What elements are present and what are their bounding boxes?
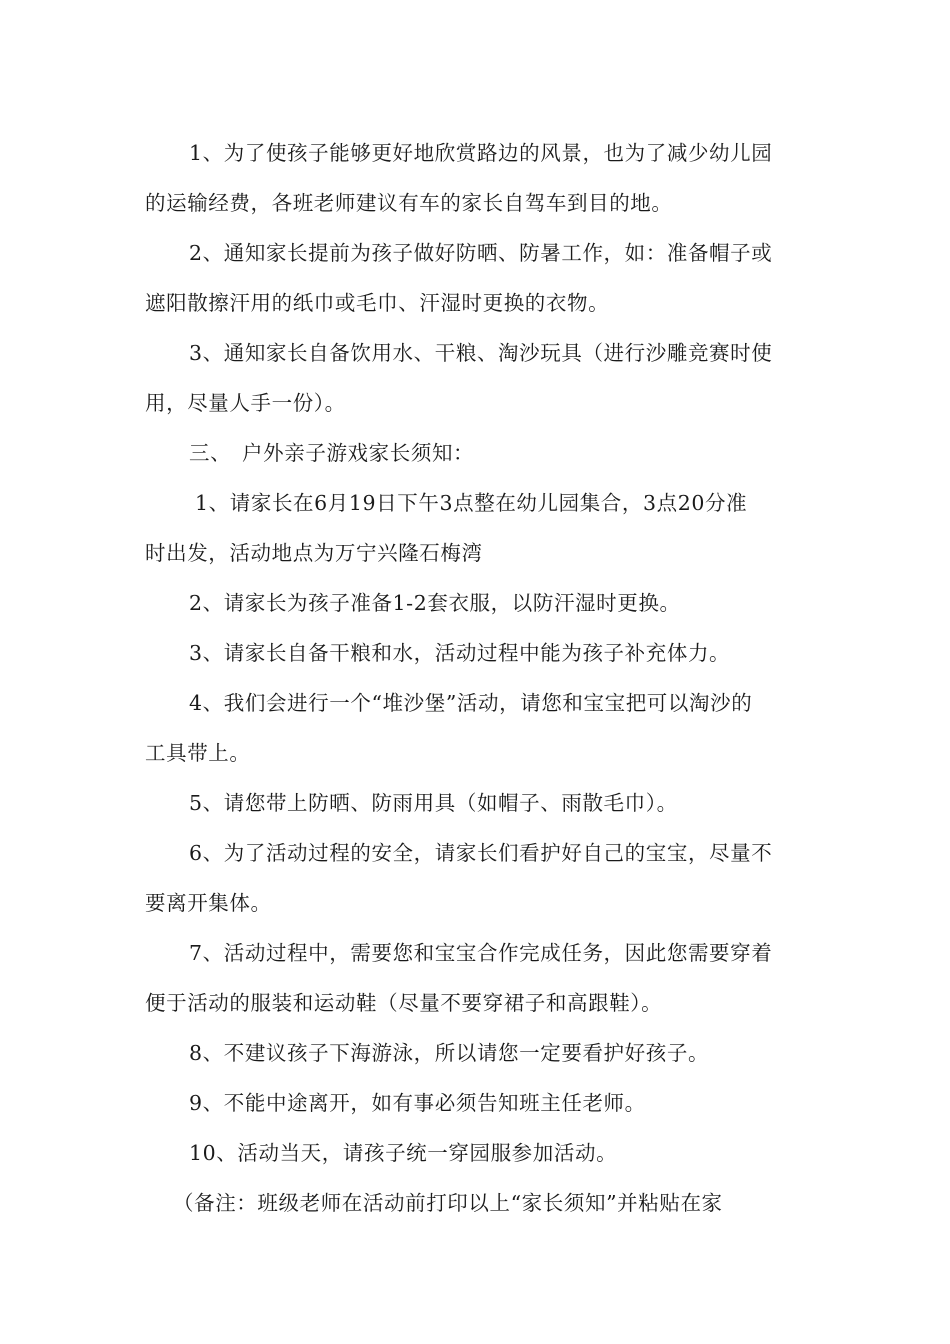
paragraph-line: 10、活动当天，请孩子统一穿园服参加活动。: [189, 1141, 618, 1165]
paragraph-line: 9、不能中途离开，如有事必须告知班主任老师。: [189, 1091, 646, 1115]
paragraph-line: 的运输经费，各班老师建议有车的家长自驾车到目的地。: [145, 191, 673, 215]
paragraph-3: [145, 328, 810, 428]
paragraph-5: [145, 478, 810, 578]
paragraph-line: （备注：班级老师在活动前打印以上“家长须知”并粘贴在家: [173, 1191, 723, 1215]
paragraph-13: [145, 1078, 810, 1128]
paragraph-10: [145, 828, 810, 928]
paragraph-11: [145, 928, 810, 1028]
paragraph-9: [145, 778, 810, 828]
paragraph-15: [145, 1178, 810, 1228]
paragraph-line: 1、为了使孩子能够更好地欣赏路边的风景，也为了减少幼儿园: [189, 141, 773, 165]
paragraph-line: 4、我们会进行一个“堆沙堡”活动，请您和宝宝把可以淘沙的: [189, 691, 753, 715]
paragraph-line: 3、请家长自备干粮和水，活动过程中能为孩子补充体力。: [189, 641, 731, 665]
paragraph-line: 2、请家长为孩子准备1-2套衣服，以防汗湿时更换。: [189, 591, 681, 615]
paragraph-line: 时出发，活动地点为万宁兴隆石梅湾: [145, 541, 483, 565]
paragraph-7: [145, 628, 810, 678]
document-body: [145, 128, 810, 1228]
paragraph-line: 便于活动的服装和运动鞋（尽量不要穿裙子和高跟鞋）。: [145, 991, 663, 1015]
paragraph-line: 遮阳散擦汗用的纸巾或毛巾、汗湿时更换的衣物。: [145, 291, 610, 315]
paragraph-line: 3、通知家长自备饮用水、干粮、淘沙玩具（进行沙雕竞赛时使: [189, 341, 773, 365]
paragraph-line: 7、活动过程中，需要您和宝宝合作完成任务，因此您需要穿着: [189, 941, 773, 965]
paragraph-6: [145, 578, 810, 628]
paragraph-line: 6、为了活动过程的安全，请家长们看护好自己的宝宝，尽量不: [189, 841, 773, 865]
paragraph-line: 工具带上。: [145, 741, 251, 765]
paragraph-1: [145, 128, 810, 228]
paragraph-14: [145, 1128, 810, 1178]
paragraph-12: [145, 1028, 810, 1078]
paragraph-line: 2、通知家长提前为孩子做好防晒、防暑工作，如：准备帽子或: [189, 241, 773, 265]
paragraph-line: 5、请您带上防晒、防雨用具（如帽子、雨散毛巾）。: [189, 791, 678, 815]
paragraph-line: 用，尽量人手一份）。: [145, 391, 346, 415]
section-heading: [145, 428, 810, 478]
paragraph-line: 1、请家长在6月19日下午3点整在幼儿园集合，3点20分准: [195, 491, 748, 515]
paragraph-8: [145, 678, 810, 778]
paragraph-line: 8、不建议孩子下海游泳，所以请您一定要看护好孩子。: [189, 1041, 710, 1065]
paragraph-line: 要离开集体。: [145, 891, 272, 915]
paragraph-2: [145, 228, 810, 328]
heading-line: 三、 户外亲子游戏家长须知：: [189, 441, 475, 465]
